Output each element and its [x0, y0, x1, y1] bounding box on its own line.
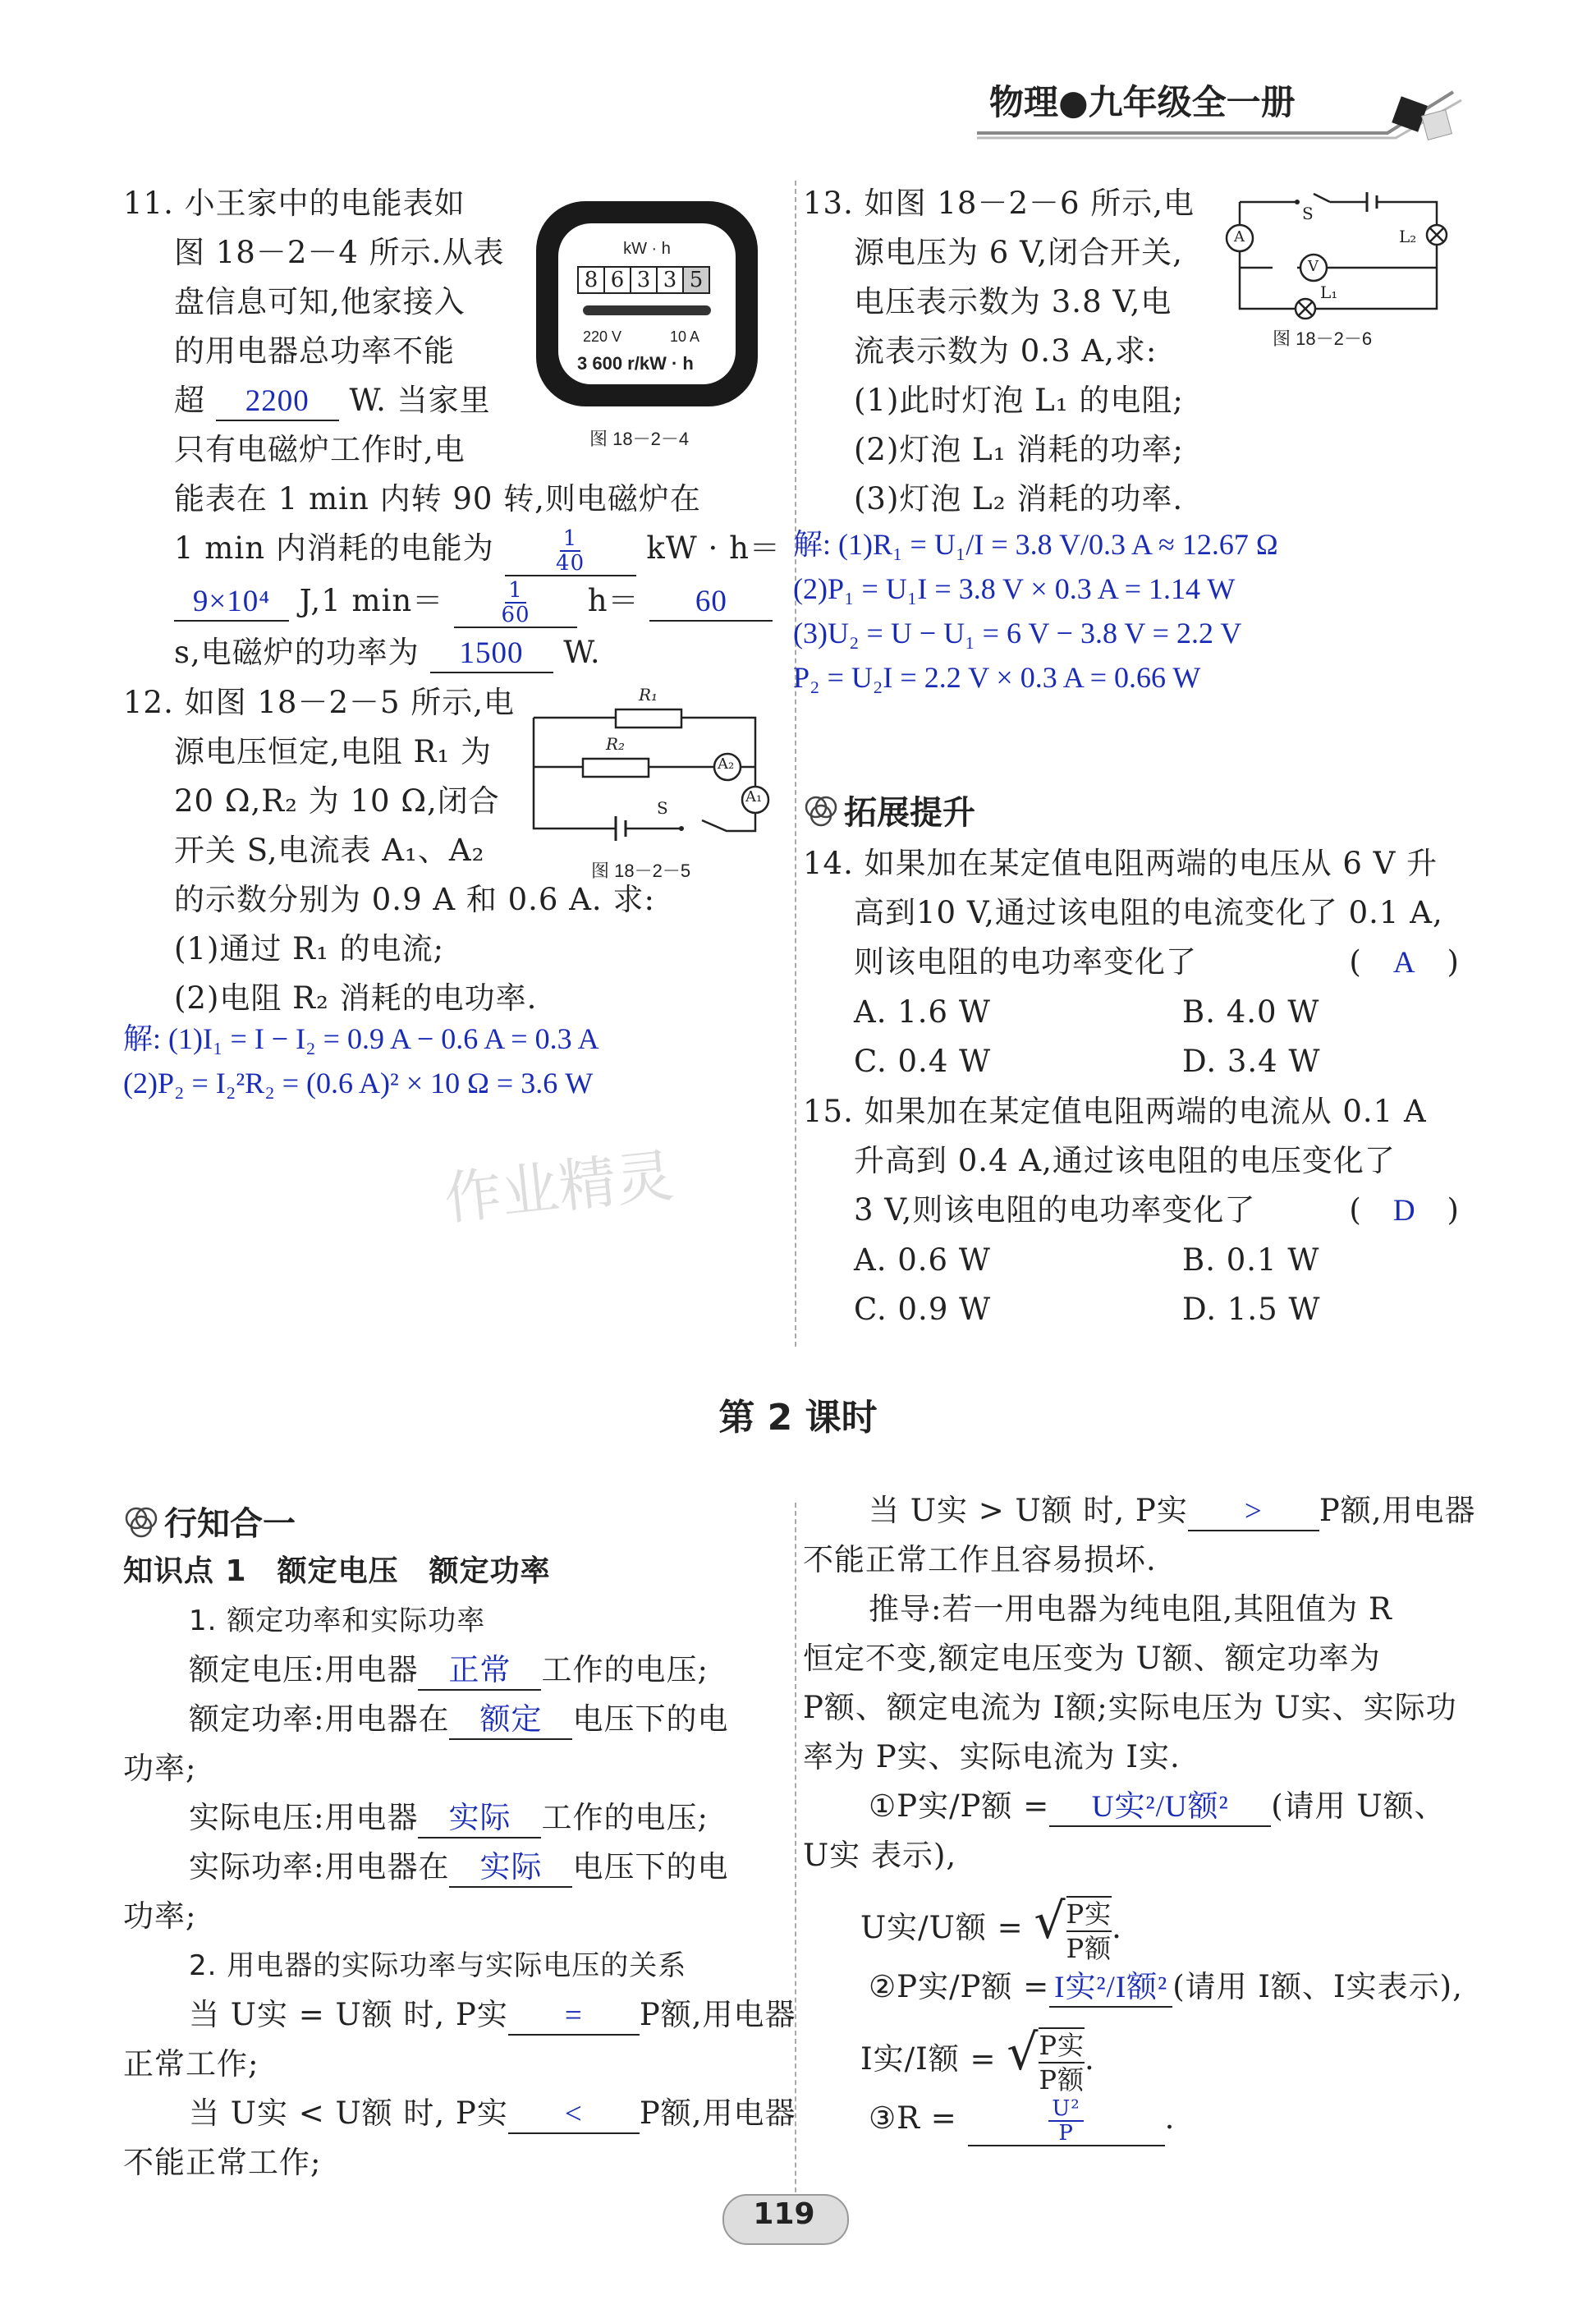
q13-solution-line: (2)P₁ = U₁I = 3.8 V × 0.3 A = 1.14 W	[793, 572, 1236, 605]
sqrt-symbol: √	[1007, 2024, 1039, 2082]
header-title: 物理●九年级全一册	[989, 82, 1296, 122]
text: U实/U额 =	[860, 1910, 1024, 1945]
text: 当 U实 = U额 时, P实	[189, 1997, 508, 2032]
q14-answer: A	[1392, 946, 1416, 980]
knowledge-point-title: 知识点 1 额定电压 额定功率	[123, 1554, 551, 1588]
formula-line: U实/U额 = √ P实 P额 .	[860, 1893, 1122, 1964]
q14-option: C. 0.4 W	[854, 1044, 992, 1079]
answer-blank: <	[508, 2096, 640, 2134]
q11-text: s,电磁炉的功率为	[174, 635, 420, 670]
fraction-numerator: U²	[1048, 2097, 1083, 2122]
q12-line: 源电压恒定,电阻 R₁ 为	[174, 734, 492, 769]
q11-answer-power: 2200	[216, 383, 339, 421]
text: ③R =	[869, 2100, 957, 2136]
meter-unit: kW · h	[623, 240, 671, 258]
q14-option: A. 1.6 W	[854, 994, 991, 1030]
meter-rate: 3 600 r/kW · h	[577, 353, 694, 374]
answer-blank	[968, 2097, 1165, 2146]
circuit-label-a1: A₁	[745, 788, 763, 806]
circuit-18-2-5-drawing	[525, 685, 772, 849]
answer-blank: =	[508, 1998, 640, 2036]
meter-digit: 3	[631, 268, 658, 292]
section-title: 拓展提升	[844, 794, 975, 832]
q13-solution-line: (3)U₂ = U − U₁ = 6 V − 3.8 V = 2.2 V	[793, 617, 1242, 650]
q11-line: 11. 小王家中的电能表如	[123, 186, 466, 221]
meter-caption: 图 18－2－4	[589, 429, 690, 449]
text-line: U实 表示),	[803, 1838, 957, 1873]
energy-meter-drawing	[532, 197, 770, 411]
section-title: 行知合一	[164, 1505, 296, 1543]
q14-line: 高到10 V,通过该电阻的电流变化了 0.1 A,	[854, 895, 1443, 930]
circuit-label-r2: R₂	[606, 734, 626, 754]
circuit-label-a2: A₂	[718, 755, 735, 773]
text-line: 率为 P实、实际电流为 I实.	[803, 1739, 1181, 1774]
sqrt-fraction	[1039, 2027, 1085, 2096]
text: P额,用电器	[639, 1997, 796, 2032]
q15-line	[803, 1186, 1460, 1236]
q13-line: (2)灯泡 L₁ 消耗的功率;	[854, 432, 1184, 467]
answer-blank: >	[1188, 1494, 1319, 1531]
meter-digit: 8	[579, 268, 605, 292]
meter-digits	[577, 266, 710, 294]
text-line: 推导:若一用电器为纯电阻,其阻值为 R	[869, 1591, 1392, 1627]
answer-blank: 正常	[418, 1653, 541, 1691]
q15-option: B. 0.1 W	[1182, 1242, 1320, 1278]
text: 当 U实 > U额 时, P实	[869, 1493, 1188, 1528]
q11-line: 图 18－2－4 所示.从表	[174, 235, 505, 270]
text-line: 恒定不变,额定电压变为 U额、额定功率为	[803, 1641, 1381, 1676]
q13-line: 流表示数为 0.3 A,求:	[854, 333, 1158, 369]
text-line	[803, 1486, 1476, 1536]
q11-line: 盘信息可知,他家接入	[174, 284, 466, 319]
q15-line: 升高到 0.4 A,通过该电阻的电压变化了	[854, 1143, 1396, 1178]
meter-digit: 6	[605, 268, 631, 292]
text-line	[123, 1793, 796, 1843]
circuit-label-l2: L₂	[1399, 227, 1417, 246]
q11-text: h＝	[587, 582, 640, 618]
q11-line	[123, 576, 781, 629]
q14-options-row	[803, 988, 1460, 1037]
fraction-numerator: 1	[505, 579, 526, 604]
text: 额定功率:用电器在	[189, 1701, 450, 1737]
q12-line: (1)通过 R₁ 的电流;	[174, 931, 445, 966]
answer-blank: 实际	[449, 1850, 572, 1888]
circuit-18-2-5	[525, 685, 772, 882]
q12-line: (2)电阻 R₂ 消耗的电功率.	[174, 980, 538, 1016]
question-15	[803, 1087, 1460, 1334]
derivation-block	[803, 1486, 1476, 2146]
answer-blank: 实际	[418, 1801, 541, 1838]
fraction-denominator: 60	[501, 603, 530, 627]
q13-solution	[793, 522, 1278, 700]
q13-line: 电压表示数为 3.8 V,电	[854, 284, 1172, 319]
question-14	[803, 839, 1460, 1086]
circuit-18-2-6	[1223, 186, 1470, 350]
watermark: 作业精灵	[441, 1141, 677, 1233]
text: 工作的电压;	[541, 1800, 709, 1835]
fraction-denominator: P额	[1039, 2063, 1085, 2096]
page-number: 119	[753, 2197, 815, 2231]
text-line: 正常工作;	[123, 2046, 259, 2082]
q15-options-row	[803, 1236, 1460, 1285]
text-line	[123, 1646, 796, 1695]
sqrt-symbol: √	[1034, 1893, 1066, 1950]
text: (请用 I额、I实表示),	[1172, 1969, 1463, 2004]
circuit-label-r1: R₁	[639, 685, 658, 705]
q15-text: 3 V,则该电阻的电功率变化了	[854, 1192, 1256, 1228]
sqrt-fraction	[1066, 1896, 1112, 1965]
text-line: P额、额定电流为 I额;实际电压为 U实、实际功	[803, 1690, 1457, 1725]
text-line: ③R = $\frac{\text{U²}}{P}$ .	[869, 2096, 1176, 2146]
text: 实际功率:用电器在	[189, 1849, 450, 1884]
section-icon	[803, 794, 839, 827]
q14-option: D. 3.4 W	[1182, 1044, 1321, 1079]
text: ①P实/P额 =	[869, 1788, 1050, 1824]
q13-line: (3)灯泡 L₂ 消耗的功率.	[854, 481, 1184, 516]
subsection-title: 1. 额定功率和实际功率	[189, 1604, 486, 1637]
q14-line	[803, 938, 1460, 988]
question-13	[803, 179, 1195, 524]
text: (请用 U额、	[1271, 1788, 1446, 1824]
fraction-denominator: P额	[1066, 1932, 1112, 1964]
section-practice	[123, 1498, 296, 1545]
fraction-numerator: 1	[560, 527, 581, 552]
q15-answer-bracket: ( D )	[1349, 1192, 1460, 1228]
q12-line: 的示数分别为 0.9 A 和 0.6 A. 求:	[174, 882, 655, 917]
q11-line	[123, 524, 781, 576]
q11-answer-energy	[505, 527, 636, 576]
knowledge-block	[123, 1547, 796, 2187]
text-line	[123, 1695, 796, 1744]
text: P额,用电器	[639, 2096, 796, 2131]
text: 电压下的电	[572, 1701, 729, 1737]
column-divider-top	[795, 181, 796, 1347]
text-line: 功率;	[123, 1751, 197, 1786]
answer-blank: U实²/U额²	[1049, 1789, 1271, 1827]
text-line: 功率;	[123, 1898, 197, 1934]
q14-line: 14. 如果加在某定值电阻两端的电压从 6 V 升	[803, 846, 1438, 881]
formula-line: I实/I额 = √ P实 P额 .	[860, 2024, 1095, 2096]
answer-blank: 额定	[449, 1702, 572, 1740]
fraction-numerator: P实	[1039, 2029, 1085, 2063]
section-icon	[123, 1505, 159, 1538]
q15-line: 15. 如果加在某定值电阻两端的电流从 0.1 A	[803, 1094, 1427, 1129]
energy-meter-figure	[532, 197, 770, 460]
q11-answer-hours	[454, 579, 577, 628]
q11-text: J,1 min＝	[299, 582, 444, 618]
fraction-denominator: 40	[556, 550, 585, 576]
answer-blank: I实²/I额²	[1049, 1970, 1172, 2008]
q15-answer: D	[1392, 1194, 1416, 1228]
q15-option: A. 0.6 W	[854, 1242, 991, 1278]
circuit-label-a: A	[1234, 228, 1245, 246]
text: 当 U实 < U额 时, P实	[189, 2096, 508, 2131]
q12-solution	[123, 1017, 599, 1105]
circuit-label-s: S	[1302, 204, 1314, 223]
text-line	[803, 1782, 1476, 1831]
q13-solution-line: P₂ = U₂I = 2.2 V × 0.3 A = 0.66 W	[793, 661, 1201, 694]
q12-line: 20 Ω,R₂ 为 10 Ω,闭合	[174, 783, 500, 819]
q11-text: 超	[174, 383, 205, 418]
circuit-label-v: V	[1308, 258, 1319, 275]
q15-option: C. 0.9 W	[854, 1292, 992, 1327]
q11-text: 1 min 内消耗的电能为	[174, 530, 494, 566]
q11-line: 只有电磁炉工作时,电	[174, 432, 466, 467]
text: P额,用电器	[1319, 1493, 1476, 1528]
text-line: 不能正常工作;	[123, 2145, 322, 2180]
q11-answer-seconds: 60	[649, 584, 773, 622]
q11-text: W. 当家里	[349, 383, 491, 418]
meter-dial	[583, 305, 711, 315]
q15-options-row	[803, 1285, 1460, 1334]
q14-text: 则该电阻的电功率变化了	[854, 944, 1197, 980]
q12-solution-line: (2)P₂ = I₂²R₂ = (0.6 A)² × 10 Ω = 3.6 W	[123, 1067, 594, 1099]
q13-line: (1)此时灯泡 L₁ 的电阻;	[854, 383, 1184, 418]
circuit-18-2-6-drawing	[1223, 186, 1470, 325]
fraction-numerator: P实	[1066, 1898, 1112, 1932]
text-line	[123, 1990, 796, 2040]
text: 实际电压:用电器	[189, 1800, 419, 1835]
circuit-label-s: S	[657, 798, 668, 818]
q13-line: 源电压为 6 V,闭合开关,	[854, 235, 1183, 270]
meter-digit: 5	[684, 268, 709, 292]
subsection-title: 2. 用电器的实际功率与实际电压的关系	[189, 1949, 687, 1982]
text: 电压下的电	[572, 1849, 729, 1884]
q14-option: B. 4.0 W	[1182, 994, 1320, 1030]
meter-voltage: 220 V	[583, 328, 622, 345]
q11-answer-watts: 1500	[430, 636, 553, 673]
q12-line: 12. 如图 18－2－5 所示,电	[123, 685, 516, 720]
text: I实/I额 =	[860, 2041, 997, 2077]
q14-answer-bracket: ( A )	[1349, 944, 1460, 980]
text-line	[803, 1962, 1476, 2012]
q11-text: kW · h＝	[646, 530, 781, 566]
q15-option: D. 1.5 W	[1182, 1292, 1321, 1327]
circuit-caption: 图 18－2－6	[1273, 328, 1373, 349]
text: 工作的电压;	[541, 1652, 709, 1687]
meter-digit: 3	[658, 268, 684, 292]
lesson-title: 第 2 课时	[718, 1397, 878, 1439]
meter-current: 10 A	[670, 328, 700, 345]
text-line	[123, 1843, 796, 1892]
text-line: 不能正常工作且容易损坏.	[803, 1542, 1157, 1577]
q11-line: 能表在 1 min 内转 90 转,则电磁炉在	[174, 481, 701, 516]
q11-answer-joules: 9×10⁴	[174, 584, 289, 622]
fraction-denominator: P	[1058, 2120, 1074, 2146]
section-extension	[803, 787, 975, 833]
text-line	[123, 2089, 796, 2138]
circuit-caption: 图 18－2－5	[591, 861, 691, 881]
q11-text: W.	[563, 635, 601, 670]
text: 额定电压:用电器	[189, 1652, 419, 1687]
circuit-label-l1: L₁	[1320, 282, 1338, 302]
q14-options-row	[803, 1037, 1460, 1086]
q13-solution-line: 解: (1)R₁ = U₁/I = 3.8 V/0.3 A ≈ 12.67 Ω	[793, 528, 1278, 561]
text: ②P实/P额 =	[869, 1969, 1050, 2004]
q12-line: 开关 S,电流表 A₁、A₂	[174, 833, 485, 868]
q13-line: 13. 如图 18－2－6 所示,电	[803, 186, 1195, 221]
q11-line: 的用电器总功率不能	[174, 333, 455, 369]
q11-line	[123, 628, 781, 677]
q12-solution-line: 解: (1)I₁ = I − I₂ = 0.9 A − 0.6 A = 0.3 A	[123, 1022, 599, 1055]
